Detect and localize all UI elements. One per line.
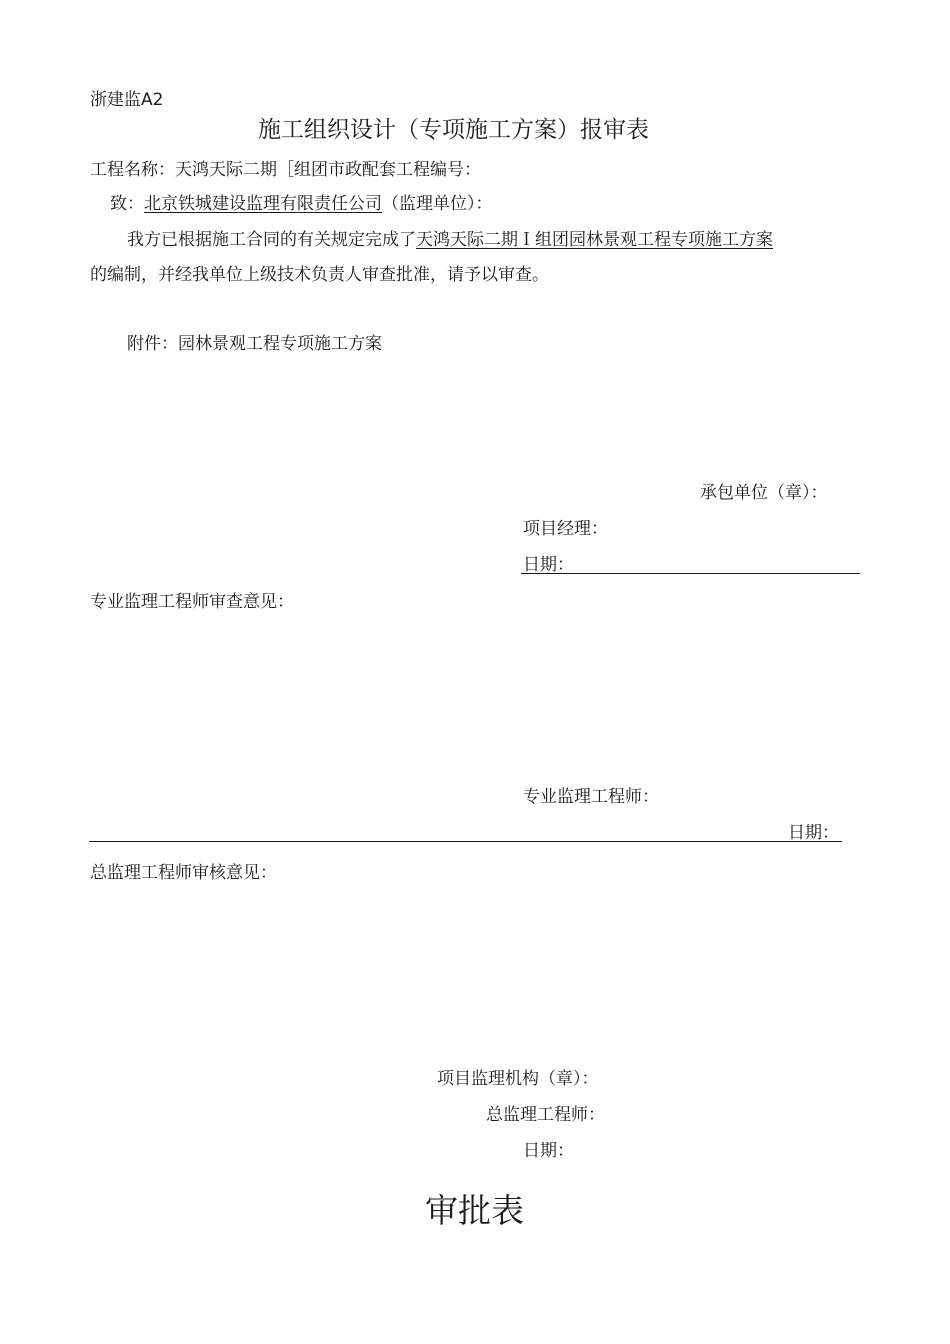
chief-review-heading: 总监理工程师审核意见： (90, 863, 277, 883)
form-title: 施工组织设计（专项施工方案）报审表 (258, 117, 649, 143)
engineer-signature-label: 专业监理工程师： (523, 787, 659, 807)
project-name: 天鸿天际二期［组团市政配套工程编号： (175, 160, 481, 180)
project-label: 工程名称： (90, 160, 175, 180)
contractor-seal-label: 承包单位（章）： (700, 483, 828, 503)
chief-engineer-label: 总监理工程师： (486, 1105, 605, 1125)
body-line-2: 的编制，并经我单位上级技术负责人审查批准，请予以审查。 (90, 265, 549, 285)
supervision-org-seal-label: 项目监理机构（章）： (437, 1069, 599, 1089)
engineer-review-heading: 专业监理工程师审查意见： (90, 592, 294, 612)
engineer-date-label: 日期： (788, 823, 839, 843)
body-line-1 (127, 230, 773, 250)
recipient-prefix: 致： (110, 194, 144, 214)
recipient-line (110, 194, 493, 214)
attachment-line: 附件：园林景观工程专项施工方案 (127, 334, 382, 354)
engineer-review-divider (89, 841, 842, 842)
recipient-suffix: （监理单位）： (382, 194, 493, 214)
form-code: 浙建监A2 (90, 90, 164, 110)
chief-date-label: 日期： (523, 1141, 574, 1161)
footer-title: 审批表 (425, 1191, 524, 1230)
recipient-company: 北京铁城建设监理有限责任公司 (144, 194, 382, 214)
body-prefix: 我方已根据施工合同的有关规定完成了 (127, 230, 416, 250)
contractor-date-label: 日期： (523, 555, 574, 575)
contractor-date-rule (521, 573, 860, 574)
project-manager-label: 项目经理： (523, 519, 608, 539)
project-line (90, 160, 481, 180)
plan-name: 天鸿天际二期Ｉ组团园林景观工程专项施工方案 (416, 230, 773, 250)
